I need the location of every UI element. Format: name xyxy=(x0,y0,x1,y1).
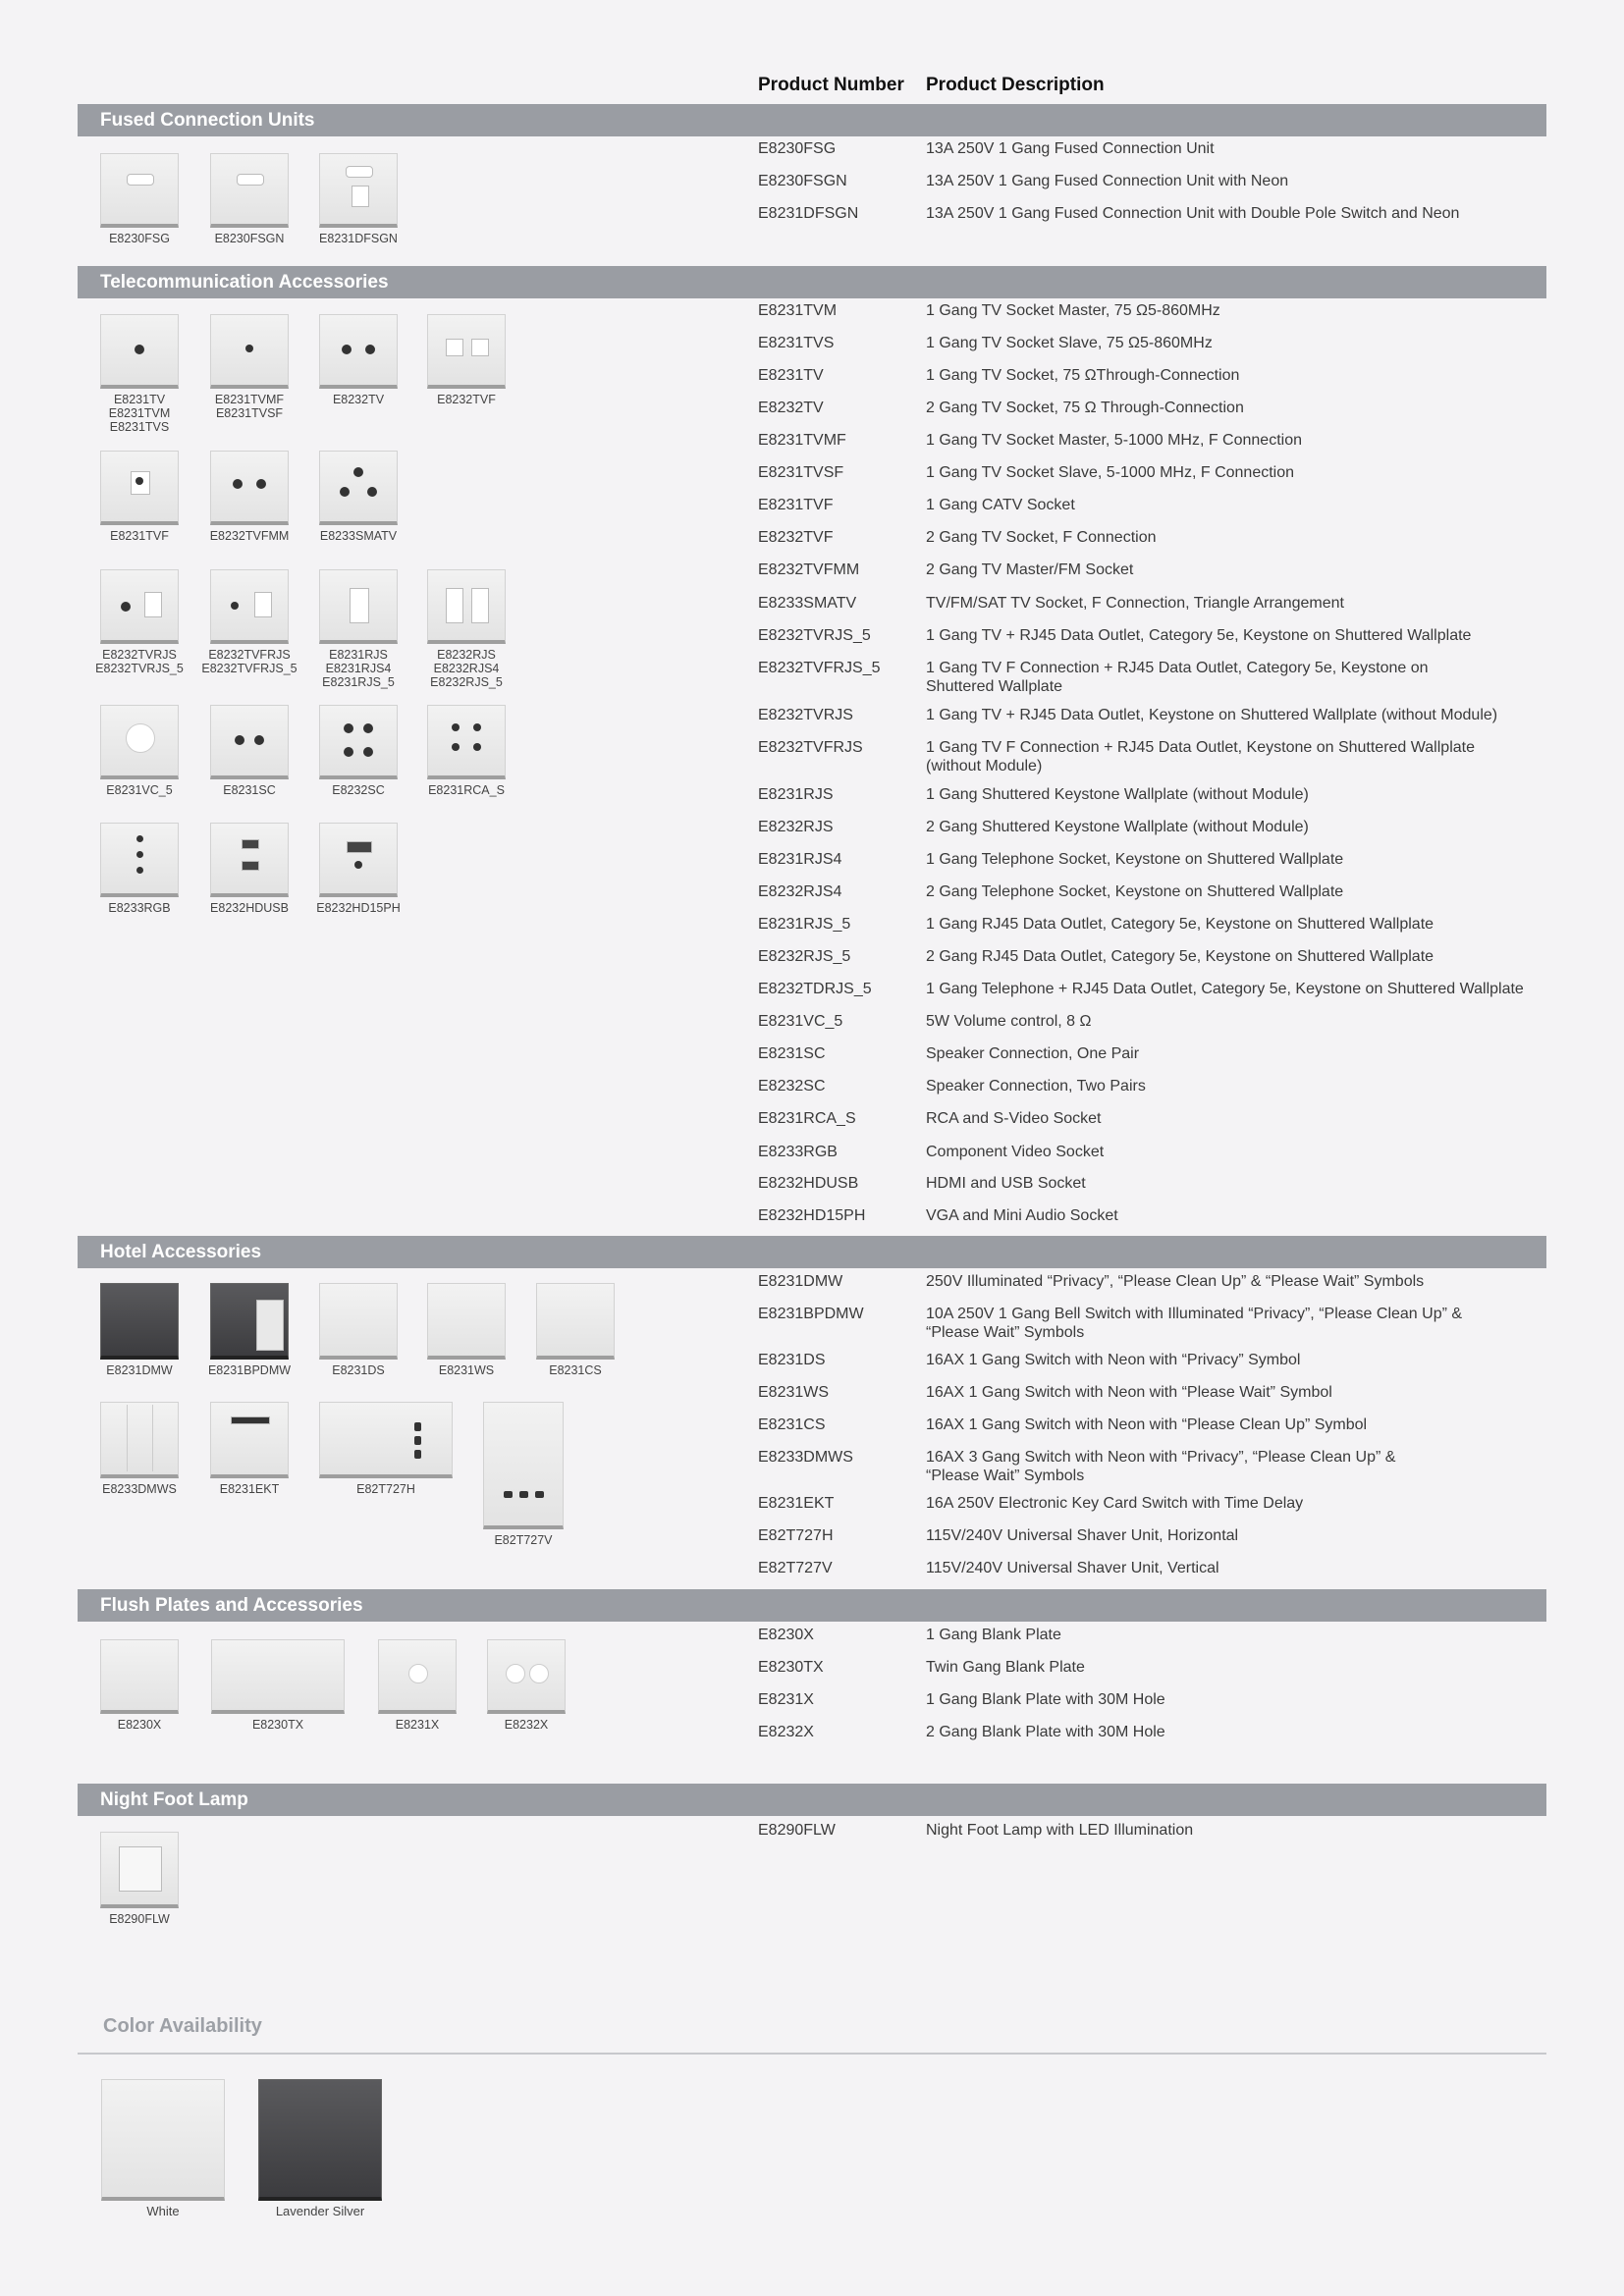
product-desc: 2 Gang Telephone Socket, Keystone on Shuttered Wallplate xyxy=(926,883,1344,900)
product-image-label: E82T727V xyxy=(494,1533,553,1547)
tv-rj45-outlet-icon xyxy=(100,569,179,644)
product-desc: 115V/240V Universal Shaver Unit, Horizontal xyxy=(926,1527,1239,1544)
3gang-switch-icon xyxy=(100,1402,179,1478)
product-image xyxy=(309,314,407,406)
blank-plate-hole-icon xyxy=(378,1639,457,1714)
product-image-label: E8230X xyxy=(117,1718,162,1732)
product-image-label: E8230FSG xyxy=(109,232,170,245)
product-image xyxy=(309,153,407,245)
color-label: White xyxy=(146,2204,180,2218)
product-desc: 1 Gang Telephone Socket, Keystone on Shuttered Wallplate xyxy=(926,851,1344,868)
product-image-label: E8232SC xyxy=(332,783,385,797)
section-title-telecom: Telecommunication Accessories xyxy=(78,266,1546,298)
product-desc: 1 Gang Blank Plate with 30M Hole xyxy=(926,1691,1165,1708)
clean-up-switch-icon xyxy=(536,1283,615,1360)
product-code: E8231DFSGN xyxy=(758,205,859,222)
component-video-socket-icon xyxy=(100,823,179,897)
section-title-fused: Fused Connection Units xyxy=(78,104,1546,136)
product-desc: RCA and S-Video Socket xyxy=(926,1110,1102,1127)
color-availability-title: Color Availability xyxy=(103,2015,262,2037)
tv-fm-socket-icon xyxy=(210,451,289,525)
product-code: E8232TVF xyxy=(758,529,834,546)
product-image xyxy=(319,1402,453,1496)
product-image-label: E8232HDUSB xyxy=(210,901,289,915)
speaker-connection-2pair-icon xyxy=(319,705,398,779)
product-desc: Twin Gang Blank Plate xyxy=(926,1659,1085,1676)
product-code: E8231RJS_5 xyxy=(758,916,851,933)
product-image xyxy=(309,823,407,915)
product-image xyxy=(526,1283,624,1377)
tv-socket-f-2gang-icon xyxy=(427,314,506,389)
twin-blank-plate-icon xyxy=(211,1639,345,1714)
product-image-label: E8232X xyxy=(504,1718,549,1732)
product-code: E8230X xyxy=(758,1627,814,1643)
product-desc: 1 Gang TV F Connection + RJ45 Data Outlet, Keystone on Shuttered Wallplate (without Module) xyxy=(926,739,1475,774)
product-image-label: E8231X xyxy=(395,1718,440,1732)
product-code: E8230FSGN xyxy=(758,173,847,189)
product-image xyxy=(200,569,298,675)
product-image-label: E8232TVFRJS E8232TVFRJS_5 xyxy=(201,648,298,675)
product-code: E8232TVRJS xyxy=(758,707,853,723)
product-image xyxy=(309,705,407,797)
product-code: E8231X xyxy=(758,1691,814,1708)
tv-socket-icon xyxy=(100,314,179,389)
product-image xyxy=(309,451,407,543)
section-title-night-lamp: Night Foot Lamp xyxy=(78,1784,1546,1816)
product-image-label: E8232TVF xyxy=(437,393,496,406)
volume-control-icon xyxy=(100,705,179,779)
product-code: E8231SC xyxy=(758,1045,826,1062)
product-image xyxy=(90,705,189,797)
product-desc: Night Foot Lamp with LED Illumination xyxy=(926,1822,1194,1839)
product-image xyxy=(200,705,298,797)
product-code: E8232TVFRJS_5 xyxy=(758,660,881,676)
product-image xyxy=(90,451,189,543)
product-image xyxy=(417,569,515,689)
product-desc: 13A 250V 1 Gang Fused Connection Unit with Double Pole Switch and Neon xyxy=(926,205,1460,222)
product-image xyxy=(477,1639,575,1732)
product-code: E8290FLW xyxy=(758,1822,836,1839)
fused-unit-icon xyxy=(100,153,179,228)
product-desc: 16AX 1 Gang Switch with Neon with “Please Clean Up” Symbol xyxy=(926,1416,1368,1433)
product-desc: 2 Gang RJ45 Data Outlet, Category 5e, Keystone on Shuttered Wallplate xyxy=(926,948,1435,965)
product-code: E8231VC_5 xyxy=(758,1013,843,1030)
product-desc: 1 Gang RJ45 Data Outlet, Category 5e, Keystone on Shuttered Wallplate xyxy=(926,916,1435,933)
product-code: E82T727H xyxy=(758,1527,834,1544)
product-code: E8231RJS xyxy=(758,786,834,803)
keystone-wallplate-2gang-icon xyxy=(427,569,506,644)
product-desc: 115V/240V Universal Shaver Unit, Vertical xyxy=(926,1560,1219,1576)
product-image xyxy=(417,314,515,406)
product-image-label: E8231DS xyxy=(332,1363,385,1377)
product-desc: 13A 250V 1 Gang Fused Connection Unit with Neon xyxy=(926,173,1289,189)
shaver-unit-vertical-icon xyxy=(483,1402,564,1529)
product-code: E8231TVS xyxy=(758,335,835,351)
product-image-label: E8232TVFMM xyxy=(209,529,290,543)
section-title-flush: Flush Plates and Accessories xyxy=(78,1589,1546,1622)
product-desc: 1 Gang TV Socket Slave, 75 Ω5-860MHz xyxy=(926,335,1213,351)
tv-fm-sat-socket-icon xyxy=(319,451,398,525)
color-swatch-white xyxy=(101,2079,225,2218)
product-image xyxy=(200,314,298,420)
product-image-label: E8231VC_5 xyxy=(106,783,173,797)
product-desc: 1 Gang TV + RJ45 Data Outlet, Category 5e, Keystone on Shuttered Wallplate xyxy=(926,627,1472,644)
product-code: E8232TV xyxy=(758,400,824,416)
product-desc: 250V Illuminated “Privacy”, “Please Clean Up” & “Please Wait” Symbols xyxy=(926,1273,1425,1290)
product-code: E8231TV xyxy=(758,367,824,384)
product-image-label: E8231RJS E8231RJS4 E8231RJS_5 xyxy=(322,648,395,689)
product-desc: 1 Gang TV Socket, 75 ΩThrough-Connection xyxy=(926,367,1240,384)
product-desc: 5W Volume control, 8 Ω xyxy=(926,1013,1092,1030)
divider xyxy=(78,2053,1546,2055)
night-foot-lamp-icon xyxy=(100,1832,179,1908)
product-desc: 10A 250V 1 Gang Bell Switch with Illuminated “Privacy”, “Please Clean Up” & “Please Wait” Symbols xyxy=(926,1306,1463,1341)
keystone-wallplate-icon xyxy=(319,569,398,644)
product-image xyxy=(90,1283,189,1377)
product-image-label: E8290FLW xyxy=(109,1912,170,1926)
product-image-label: E8231WS xyxy=(438,1363,495,1377)
product-code: E8232TVRJS_5 xyxy=(758,627,871,644)
bell-switch-indicator-icon xyxy=(210,1283,289,1360)
product-desc: HDMI and USB Socket xyxy=(926,1175,1086,1192)
product-desc: 1 Gang TV Socket Master, 75 Ω5-860MHz xyxy=(926,302,1220,319)
product-image-label: E8230TX xyxy=(251,1718,304,1732)
product-image-label: E82T727H xyxy=(356,1482,415,1496)
product-code: E8231TVM xyxy=(758,302,838,319)
product-code: E8232TVFRJS xyxy=(758,739,863,756)
blank-plate-2hole-icon xyxy=(487,1639,566,1714)
product-code: E8231DS xyxy=(758,1352,826,1368)
product-image-label: E8232TVRJS E8232TVRJS_5 xyxy=(95,648,184,675)
product-code: E8231RJS4 xyxy=(758,851,842,868)
product-code: E8231TVSF xyxy=(758,464,844,481)
product-image xyxy=(90,569,189,675)
header-product-description: Product Description xyxy=(926,75,1105,95)
product-code: E8233SMATV xyxy=(758,595,857,612)
product-desc: TV/FM/SAT TV Socket, F Connection, Triangle Arrangement xyxy=(926,595,1344,612)
please-wait-switch-icon xyxy=(427,1283,506,1360)
product-code: E82T727V xyxy=(758,1560,833,1576)
product-image-label: E8232HD15PH xyxy=(316,901,401,915)
product-desc: 1 Gang Blank Plate xyxy=(926,1627,1061,1643)
header-product-number: Product Number xyxy=(758,75,904,95)
product-image xyxy=(309,569,407,689)
product-desc: 16A 250V Electronic Key Card Switch with Time Delay xyxy=(926,1495,1304,1512)
product-image xyxy=(417,705,515,797)
product-desc: 16AX 3 Gang Switch with Neon with “Privacy”, “Please Clean Up” & “Please Wait” Symbols xyxy=(926,1449,1396,1484)
product-image-label: E8231CS xyxy=(549,1363,602,1377)
product-image-label: E8231TVF xyxy=(110,529,169,543)
product-code: E8232HDUSB xyxy=(758,1175,859,1192)
product-image-label: E8231EKT xyxy=(219,1482,280,1496)
section-title-hotel: Hotel Accessories xyxy=(78,1236,1546,1268)
product-code: E8231EKT xyxy=(758,1495,835,1512)
catv-socket-icon xyxy=(100,451,179,525)
product-image-label: E8231DFSGN xyxy=(319,232,398,245)
color-swatch-lavender-silver xyxy=(258,2079,382,2218)
product-image-label: E8232RJS E8232RJS4 E8232RJS_5 xyxy=(430,648,503,689)
speaker-connection-icon xyxy=(210,705,289,779)
tv-socket-2gang-icon xyxy=(319,314,398,389)
product-image xyxy=(481,1402,566,1547)
product-image xyxy=(90,153,189,245)
fused-unit-switch-icon xyxy=(319,153,398,228)
product-code: E8231TVF xyxy=(758,497,834,513)
tv-f-rj45-outlet-icon xyxy=(210,569,289,644)
product-desc: VGA and Mini Audio Socket xyxy=(926,1207,1118,1224)
product-image xyxy=(368,1639,466,1732)
product-image xyxy=(200,1283,298,1377)
fused-unit-neon-icon xyxy=(210,153,289,228)
product-desc: 1 Gang CATV Socket xyxy=(926,497,1075,513)
product-image xyxy=(417,1283,515,1377)
hdmi-usb-socket-icon xyxy=(210,823,289,897)
product-image-label: E8231TVMF E8231TVSF xyxy=(214,393,285,420)
product-image xyxy=(90,1402,189,1496)
product-image xyxy=(309,1283,407,1377)
product-code: E8233DMWS xyxy=(758,1449,853,1466)
product-code: E8230FSG xyxy=(758,140,837,157)
product-code: E8231WS xyxy=(758,1384,830,1401)
product-code: E8232HD15PH xyxy=(758,1207,866,1224)
product-code: E8232RJS4 xyxy=(758,883,842,900)
color-label: Lavender Silver xyxy=(275,2204,365,2218)
product-desc: 2 Gang Blank Plate with 30M Hole xyxy=(926,1724,1165,1740)
product-image-label: E8233SMATV xyxy=(319,529,398,543)
product-desc: 16AX 1 Gang Switch with Neon with “Please Wait” Symbol xyxy=(926,1384,1332,1401)
tv-socket-f-icon xyxy=(210,314,289,389)
product-image xyxy=(90,823,189,915)
vga-audio-socket-icon xyxy=(319,823,398,897)
product-image-label: E8233RGB xyxy=(108,901,171,915)
product-image xyxy=(211,1639,345,1732)
product-code: E8231DMW xyxy=(758,1273,843,1290)
lavender-silver-plate-icon xyxy=(258,2079,382,2201)
product-code: E8232X xyxy=(758,1724,814,1740)
privacy-indicator-icon xyxy=(100,1283,179,1360)
product-code: E8230TX xyxy=(758,1659,824,1676)
product-desc: 2 Gang TV Master/FM Socket xyxy=(926,561,1134,578)
product-code: E8232RJS xyxy=(758,819,834,835)
product-image xyxy=(90,1639,189,1732)
product-image-label: E8231SC xyxy=(223,783,276,797)
product-image xyxy=(200,823,298,915)
product-desc: 2 Gang TV Socket, 75 Ω Through-Connection xyxy=(926,400,1244,416)
product-code: E8232TVFMM xyxy=(758,561,860,578)
product-code: E8232TDRJS_5 xyxy=(758,981,872,997)
product-desc: 1 Gang TV + RJ45 Data Outlet, Keystone on Shuttered Wallplate (without Module) xyxy=(926,707,1498,723)
key-card-switch-icon xyxy=(210,1402,289,1478)
blank-plate-icon xyxy=(100,1639,179,1714)
product-desc: 1 Gang TV Socket Master, 5-1000 MHz, F Connection xyxy=(926,432,1302,449)
product-code: E8231BPDMW xyxy=(758,1306,864,1322)
product-image xyxy=(90,1832,189,1926)
product-desc: 1 Gang Shuttered Keystone Wallplate (without Module) xyxy=(926,786,1309,803)
product-image-label: E8232TV xyxy=(332,393,385,406)
product-image-label: E8231BPDMW xyxy=(207,1363,292,1377)
product-desc: Speaker Connection, One Pair xyxy=(926,1045,1140,1062)
product-code: E8231CS xyxy=(758,1416,826,1433)
shaver-unit-horizontal-icon xyxy=(319,1402,453,1478)
product-desc: 16AX 1 Gang Switch with Neon with “Privacy” Symbol xyxy=(926,1352,1301,1368)
product-image xyxy=(200,1402,298,1496)
product-image-label: E8233DMWS xyxy=(102,1482,177,1496)
product-image-label: E8231TV E8231TVM E8231TVS xyxy=(108,393,171,434)
product-code: E8231TVMF xyxy=(758,432,846,449)
product-code: E8233RGB xyxy=(758,1144,838,1160)
product-desc: 13A 250V 1 Gang Fused Connection Unit xyxy=(926,140,1215,157)
privacy-switch-icon xyxy=(319,1283,398,1360)
product-desc: Component Video Socket xyxy=(926,1144,1105,1160)
white-plate-icon xyxy=(101,2079,225,2201)
product-desc: 1 Gang Telephone + RJ45 Data Outlet, Category 5e, Keystone on Shuttered Wallplate xyxy=(926,981,1524,997)
product-image-label: E8231RCA_S xyxy=(428,783,505,797)
product-desc: Speaker Connection, Two Pairs xyxy=(926,1078,1146,1095)
product-desc: 1 Gang TV F Connection + RJ45 Data Outlet, Category 5e, Keystone on Shuttered Wallplate xyxy=(926,660,1429,695)
product-image xyxy=(200,451,298,543)
product-code: E8231RCA_S xyxy=(758,1110,856,1127)
product-image-label: E8231DMW xyxy=(106,1363,173,1377)
product-code: E8232RJS_5 xyxy=(758,948,851,965)
product-desc: 1 Gang TV Socket Slave, 5-1000 MHz, F Connection xyxy=(926,464,1295,481)
rca-svideo-socket-icon xyxy=(427,705,506,779)
product-image xyxy=(200,153,298,245)
product-image xyxy=(90,314,189,434)
product-code: E8232SC xyxy=(758,1078,826,1095)
product-desc: 2 Gang Shuttered Keystone Wallplate (without Module) xyxy=(926,819,1309,835)
product-image-label: E8230FSGN xyxy=(214,232,285,245)
product-desc: 2 Gang TV Socket, F Connection xyxy=(926,529,1157,546)
